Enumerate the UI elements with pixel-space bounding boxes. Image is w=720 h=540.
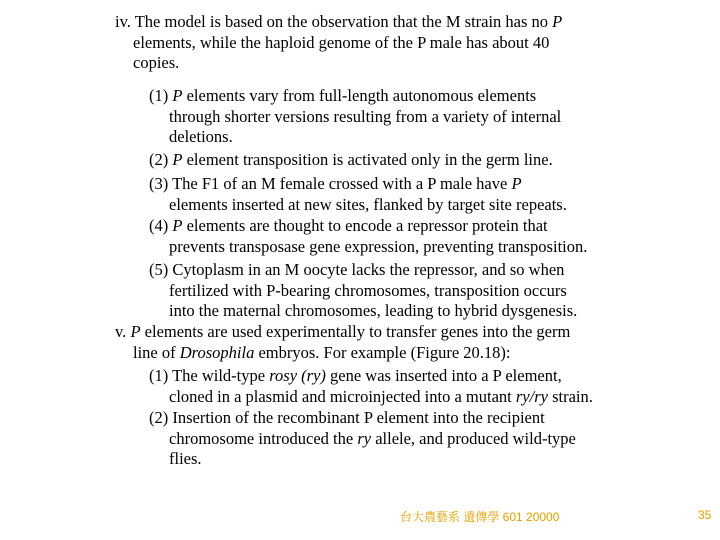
subitem-v2-line-1: (2) Insertion of the recombinant P element into the recipient [149,408,545,427]
subitem-1-line-3: deletions. [169,127,233,146]
text: iv. The model is based on the observation that the M strain has no [115,12,553,31]
text: elements are thought to encode a repressor protein that [182,216,548,235]
item-iv-line-3: copies. [133,53,180,72]
p-element-term: P [172,216,183,235]
text: (4) [149,216,173,235]
subitem-3-line-2: elements inserted at new sites, flanked by target site repeats. [169,194,567,214]
subitem-2 [149,150,553,171]
subitem-v2-line-2 [149,429,576,450]
subitem-v2 [149,408,576,470]
rosy-gene-term: rosy (ry) [269,366,326,385]
text: strain. [547,386,593,406]
subitem-4 [149,216,587,257]
subitem-v1-line-1 [149,366,593,387]
subitem-v1-line-2 [149,387,593,408]
subitem-3 [149,174,567,215]
p-element-term: P [172,150,183,169]
subitem-1-line-2: through shorter versions resulting from a variety of internal [169,106,562,126]
subitem-5-line-1: (5) Cytoplasm in an M oocyte lacks the repressor, and so when [149,260,565,279]
subitem-5 [149,260,577,322]
text: cloned in a plasmid and microinjected into a mutant [169,386,516,406]
item-iv-line-1 [115,12,562,33]
subitem-3-line-1 [149,174,567,195]
subitem-1-line-1 [149,86,561,107]
item-v [115,322,570,363]
text: gene was inserted into a P element, [325,366,562,385]
p-element-term: P [172,86,183,105]
subitem-1 [149,86,561,148]
p-element-term: P [511,174,522,193]
text: allele, and produced wild-type [371,428,576,448]
subitem-4-line-1 [149,216,587,237]
ry-allele-term: ry [357,428,372,448]
p-element-term: P [552,12,563,31]
text: line of [133,342,180,362]
subitem-5-line-3: into the maternal chromosomes, leading to hybrid dysgenesis. [169,301,578,320]
item-iv-line-2: elements, while the haploid genome of the P male has about 40 [133,32,550,52]
item-v-line-1 [115,322,570,343]
subitem-4-line-2: prevents transposase gene expression, preventing transposition. [169,236,588,256]
text: embryos. For example (Figure 20.18): [254,342,511,362]
drosophila-term: Drosophila [179,342,255,362]
text: v. [115,322,131,341]
text: (1) [149,86,173,105]
ry-ry-term: ry/ry [515,386,548,406]
text: chromosome introduced the [169,428,358,448]
text: (1) The wild-type [149,366,270,385]
text: element transposition is activated only in the germ line. [182,150,553,169]
text: elements vary from full-length autonomous elements [182,86,537,105]
text: (2) [149,150,173,169]
item-iv [115,12,562,74]
subitem-v2-line-3: flies. [169,449,202,468]
footer-course-label: 台大農藝系 遺傳學 601 20000 [400,510,560,524]
subitem-5-line-2: fertilized with P-bearing chromosomes, transposition occurs [169,280,567,300]
page-number: 35 [698,508,712,522]
text: elements are used experimentally to transfer genes into the germ [140,322,571,341]
text: (3) The F1 of an M female crossed with a P male have [149,174,512,193]
item-v-line-2 [115,343,570,364]
subitem-2-line-1 [149,150,553,171]
p-element-term: P [130,322,141,341]
subitem-v1 [149,366,593,407]
